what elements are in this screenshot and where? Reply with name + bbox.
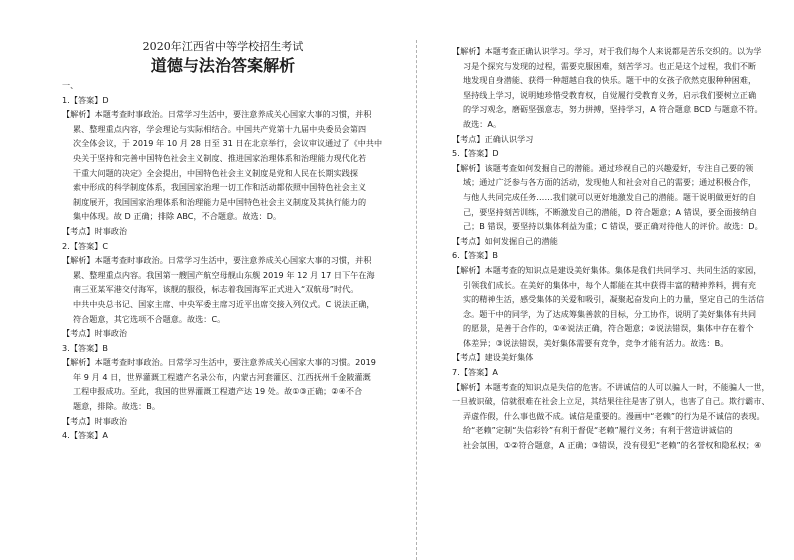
text-line: 中共中央总书记、国家主席、中央军委主席习近平出席交接入列仪式。C 说法正确， [73,298,375,309]
text-line: 6.【答案】B [452,250,499,261]
text-line: 次全体会议，于 2019 年 10 月 28 日至 31 日在北京举行，会议审议通过了《中共中 [73,138,383,149]
document-title: 道德与法治答案解析 [150,56,296,75]
text-line: 【解析】本题考查时事政治。日常学习生活中，要注意养成关心国家大事的习惯，并积 [62,255,372,266]
text-line: 社会氛围，①②符合题意，A 正确；③错误，没有侵犯“老赖”的名誉权和隐私权；④ [463,440,762,451]
text-line: 7.【答案】A [452,367,498,378]
text-line: 体差异；③说法错误，美好集体需要有竞争，竞争才能有活力。故选：B。 [463,337,729,348]
text-line: 弄虚作假，什么事也做不成。诚信是重要的。漫画中“老赖”的行为是不诚信的表现。 [463,410,765,421]
text-line: 工程申报成功。至此，我国的世界灌溉工程遗产达 19 处。故①③正确；②④不合 [73,386,363,397]
text-line: 【解析】本题考查时事政治。日常学习生活中，要注意养成关心国家大事的习惯，并积 [62,109,372,120]
text-line: 【考点】如何发掘自己的潜能 [452,235,558,246]
text-line: 己，要坚持刻苦训练，不断激发自己的潜能，D 符合题意；A 错误，要全面接纳自 [463,206,758,217]
text-line: 符合题意，其它选项不合题意。故选：C。 [73,313,226,324]
text-line: 的学习观念，磨砺坚强意志，努力拼搏，坚持学习，A 符合题意 BCD 与题意不符。 [463,104,763,115]
text-line: 【考点】时事政治 [62,225,128,236]
text-line: 题意，排除。故选：B。 [73,401,161,412]
text-line: 一、 [62,80,79,90]
text-line: 域；通过广泛参与各方面的活动，发现他人和社会对自己的需要；通过积极合作， [463,177,757,188]
text-line: 2.【答案】C [62,240,109,251]
text-line: 4.【答案】A [62,430,108,441]
left-text-lines [62,78,384,443]
text-line: 集中体现。故 D 正确；排除 ABC，不合题意。故选：D。 [73,211,282,222]
text-line: 年 9 月 4 日，世界灌溉工程遗产名录公布，内蒙古河套灌区、江西抚州千金陂灌溉 [73,371,371,382]
text-line: 索中形成的科学制度体系，我国国家治理一切工作和活动都依照中国特色社会主义 [73,182,367,193]
text-line: 实的精神生活，感受集体的关爱和吸引，凝聚起奋发向上的力量，坚定自己的生活信 [463,294,765,305]
text-line: 1.【答案】D [62,94,109,105]
left-column [62,40,384,443]
text-line: 【考点】时事政治 [62,415,128,426]
text-line: 与他人共同完成任务……我们就可以更好地激发自己的潜能。题干说明做更好的自 [463,191,757,202]
text-line: 一旦被识破，信就很难在社会上立足，其结果往往是害了别人，也害了自己。欺行霸市、 [452,396,770,407]
text-line: 的愿景，是善于合作的，①④说法正确，符合题意；②说法错误，集体中存在着个 [463,323,754,334]
text-line: 【解析】本题考查时事政治。日常学习生活中，要注意养成关心国家大事的习惯。2019 [62,357,376,368]
text-line: 制度展开，我国国家治理体系和治理能力是中国特色社会主义制度及其执行能力的 [73,196,367,207]
text-line: 3.【答案】B [62,342,109,353]
text-line: 习是个探究与发现的过程，需要克服困难，刻苦学习。也正是这个过程，我们不断 [463,60,757,71]
text-line: 【解析】本题考查正确认识学习。学习，对于我们每个人来说都是苦乐交织的。以为学 [452,46,762,56]
column-divider [416,40,417,560]
title-block [62,40,384,76]
text-line: 给“老赖”定制“失信彩铃”有利于督促“老赖”履行义务；有利于营造讲诚信的 [463,425,733,436]
text-line: 【考点】正确认识学习 [452,133,534,144]
text-line: 故选：A。 [463,118,502,129]
text-line: 南三亚某军港交付海军，该舰的服役，标志着我国海军正式进入“双航母”时代。 [73,284,359,295]
text-line: 念。题干中的同学，为了达成筹集善款的目标，分工协作，说明了美好集体有共同 [463,308,757,319]
right-column [452,44,770,453]
text-line: 【考点】建设美好集体 [452,352,534,363]
text-line: 累、整理重点内容，学会理论与实际相结合。中国共产党第十九届中央委员会第四 [73,123,367,134]
text-line: 累、整理重点内容。我国第一艘国产航空母舰山东舰 2019 年 12 月 17 日下午在海 [73,269,375,280]
text-line: 【考点】时事政治 [62,328,128,339]
right-text-lines [452,44,770,453]
text-line: 5.【答案】D [452,148,499,159]
text-line: 干重大问题的决定》全会提出，中国特色社会主义制度是党和人民在长期实践探 [73,167,359,178]
exam-subtitle: 2020年江西省中等学校招生考试 [142,40,304,53]
text-line: 央关于坚持和完善中国特色社会主义制度、推进国家治理体系和治理能力现代化若 [73,152,367,163]
text-line: 己；B 错误，要坚持以集体利益为重；C 错误，要正确对待他人的评价。故选：D。 [463,221,763,232]
text-line: 坚持线上学习，说明她珍惜受教育权，自觉履行受教育义务，启示我们要树立正确 [463,89,757,100]
text-line: 【解析】本题考查的知识点是建设美好集体。集体是我们共同学习、共同生活的家园， [452,264,762,275]
text-line: 【解析】该题考查如何发掘自己的潜能。通过珍视自己的兴趣爱好，专注自己要的领 [452,162,754,173]
text-line: 【解析】本题考查的知识点是失信的危害。不讲诚信的人可以骗人一时，不能骗人一世， [452,381,770,392]
text-line: 引领我们成长。在美好的集体中，每个人都能在其中获得丰富的精神养料，拥有充 [463,279,757,290]
text-line: 地发现自身潜能、获得一种超越自我的快乐。题干中的女孩子欣然克服种种困难， [463,75,757,86]
